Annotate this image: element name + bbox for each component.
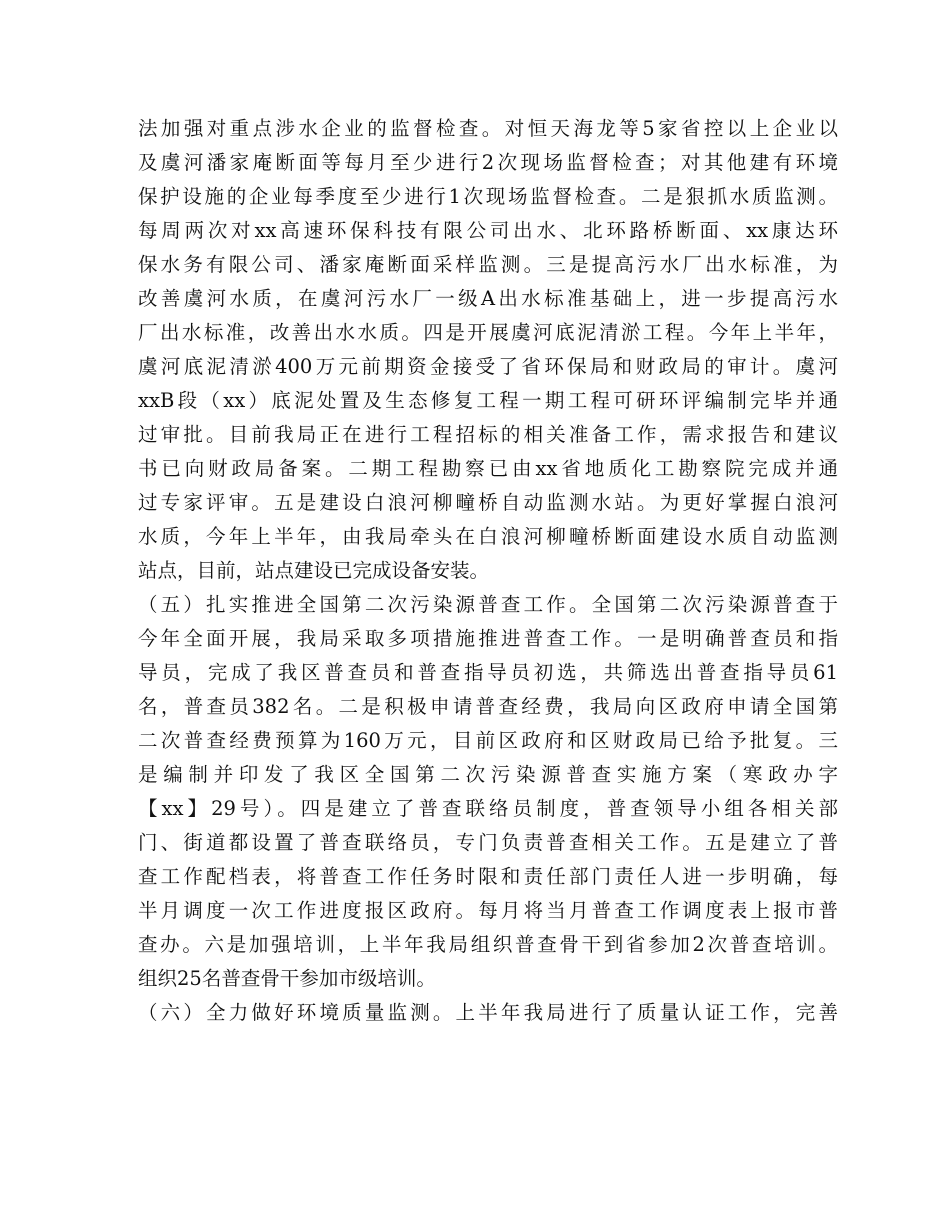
text-line: 水质，今年上半年，由我局牵头在白浪河柳疃桥断面建设水质自动监测: [138, 525, 838, 548]
body-text: [138, 112, 838, 1030]
text-line: 组织25名普查骨干参加市级培训。: [138, 967, 436, 990]
text-line: 每周两次对xx高速环保科技有限公司出水、北环路桥断面、xx康达环: [138, 219, 838, 242]
text-line: 二次普查经费预算为160万元，目前区政府和区财政局已给予批复。三: [138, 729, 838, 752]
text-line: 虞河底泥清淤400万元前期资金接受了省环保局和财政局的审计。虞河: [138, 355, 838, 378]
text-line: 名，普查员382名。二是积极申请普查经费，我局向区政府申请全国第: [138, 695, 838, 718]
text-line: 改善虞河水质，在虞河污水厂一级A出水标准基础上，进一步提高污水: [138, 287, 838, 310]
text-line: 半月调度一次工作进度报区政府。每月将当月普查工作调度表上报市普: [138, 899, 838, 922]
text-line: 【xx】29号）。四是建立了普查联络员制度，普查领导小组各相关部: [138, 797, 838, 820]
text-line: 查办。六是加强培训，上半年我局组织普查骨干到省参加2次普查培训。: [138, 933, 838, 956]
text-line: 是编制并印发了我区全国第二次污染源普查实施方案（寒政办字: [138, 763, 838, 786]
text-line: （五）扎实推进全国第二次污染源普查工作。全国第二次污染源普查于: [138, 593, 838, 616]
text-line: 查工作配档表，将普查工作任务时限和责任部门责任人进一步明确，每: [138, 865, 838, 888]
text-line: 法加强对重点涉水企业的监督检查。对恒天海龙等5家省控以上企业以: [138, 117, 838, 140]
text-line: 门、街道都设置了普查联络员，专门负责普查相关工作。五是建立了普: [138, 831, 838, 854]
text-line: 今年全面开展，我局采取多项措施推进普查工作。一是明确普查员和指: [138, 627, 838, 650]
text-line: 站点，目前，站点建设已完成设备安装。: [138, 559, 490, 582]
text-line: 保护设施的企业每季度至少进行1次现场监督检查。二是狠抓水质监测。: [138, 185, 838, 208]
text-line: 书已向财政局备案。二期工程勘察已由xx省地质化工勘察院完成并通: [138, 457, 838, 480]
text-line: 厂出水标准，改善出水水质。四是开展虞河底泥清淤工程。今年上半年，: [138, 321, 838, 344]
text-line: xxB段（xx）底泥处置及生态修复工程一期工程可研环评编制完毕并通: [138, 389, 838, 412]
text-line: 及虞河潘家庵断面等每月至少进行2次现场监督检查；对其他建有环境: [138, 151, 838, 174]
text-line: 过专家评审。五是建设白浪河柳疃桥自动监测水站。为更好掌握白浪河: [138, 491, 838, 514]
text-line: 导员，完成了我区普查员和普查指导员初选，共筛选出普查指导员61: [138, 661, 838, 684]
text-line: 保水务有限公司、潘家庵断面采样监测。三是提高污水厂出水标准，为: [138, 253, 838, 276]
text-line: 过审批。目前我局正在进行工程招标的相关准备工作，需求报告和建议: [138, 423, 838, 446]
text-line: （六）全力做好环境质量监测。上半年我局进行了质量认证工作，完善: [138, 1001, 838, 1024]
